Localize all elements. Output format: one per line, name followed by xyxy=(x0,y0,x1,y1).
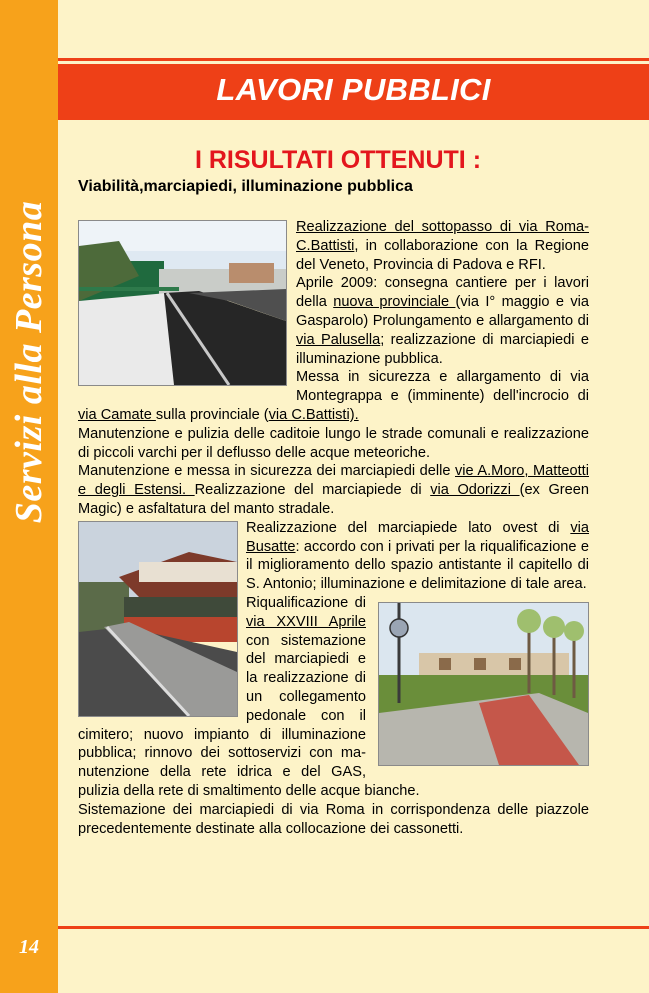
link-xxviii-aprile: via XXVIII Aprile xyxy=(246,613,366,630)
text-segment: con sistemazione del marciapiedi e la realizzazione di un collegamento pedonale con il cimitero; nuovo impianto di illuminazione pubblica; rinnovo dei sottoservizi con manutenzione della rete idrica e del GAS, pulizia della rete di smaltimento delle acque bianche. xyxy=(78,632,420,799)
text-segment: : accordo con i privati per la riqualificazione e il miglioramento dello spazio antistante il capitello di S. Antonio; illuminazione e delimitazione di tale area. xyxy=(246,538,589,593)
link-busatte: via Busatte xyxy=(246,519,589,555)
paragraph-via-roma: Sistemazione dei marciapiedi di via Roma in corrispondenza delle piazzole precedentemente destinate alla collocazione dei cassonetti. xyxy=(78,801,589,837)
underpass-photo xyxy=(78,220,287,386)
cemetery-walkway-photo xyxy=(378,602,589,766)
text-segment: Messa in sicurezza e allargamento di via Montegrappa e (imminente) dell'incrocio di xyxy=(296,369,589,405)
link-palusella: via Palusella xyxy=(296,331,381,348)
text-segment: Realizzazione del marciapiede di xyxy=(194,482,431,499)
text-segment: (via I° maggio e via Gasparolo) Prolungamento e allargamento di xyxy=(296,294,589,329)
sidebar xyxy=(0,0,58,993)
link-odorizzi: via Odorizzi xyxy=(430,482,520,499)
sidewalk-photo xyxy=(78,521,238,717)
page-heading: I RISULTATI OTTENUTI : xyxy=(194,146,482,174)
link-provinciale: nuova provinciale xyxy=(333,294,456,311)
text-segment: Manutenzione e messa in sicurezza dei marciapiedi delle xyxy=(78,463,455,480)
text-segment: , in collaborazione con la Regione del Veneto, Provincia di Padova e RFI. xyxy=(296,237,589,273)
link-vie-moro: vie A.Moro, Matteotti e degli Estensi. xyxy=(78,463,589,499)
text-segment: Aprile 2009: consegna cantiere per i lavori della xyxy=(296,275,589,311)
text-segment: Riqualificazione di xyxy=(246,594,366,611)
section-band xyxy=(58,64,649,120)
text-segment: ; realizzazione di marciapiedi e illuminazione pubblica. xyxy=(296,331,590,367)
link-sottopasso: Realizzazione del sottopasso di via Roma-C.Battisti xyxy=(296,219,589,254)
paragraph-caditoie: Manutenzione e pulizia delle caditoie lungo le strade comunali e realizzazione di piccoli varchi per il deflusso delle acque meteoriche. xyxy=(78,425,589,461)
section-title: LAVORI PUBBLICI xyxy=(216,72,491,107)
text-segment: (ex Green Magic) e asfaltatura del manto stradale. xyxy=(78,482,590,517)
link-battisti: via C.Battisti). xyxy=(268,406,359,423)
sidebar-title: Servizi alla Persona xyxy=(8,200,50,524)
link-camate: via Camate xyxy=(78,406,156,423)
page-subheading: Viabilità,marciapiedi, illuminazione pubblica xyxy=(78,178,413,195)
article-body xyxy=(78,218,589,838)
page-number: 14 xyxy=(19,936,39,958)
paragraph-marciapiedi-vie xyxy=(78,462,589,518)
text-segment: Realizzazione del marciapiede lato ovest di xyxy=(246,519,571,536)
footer-rule xyxy=(58,926,649,929)
text-segment: sulla provinciale ( xyxy=(155,406,269,423)
